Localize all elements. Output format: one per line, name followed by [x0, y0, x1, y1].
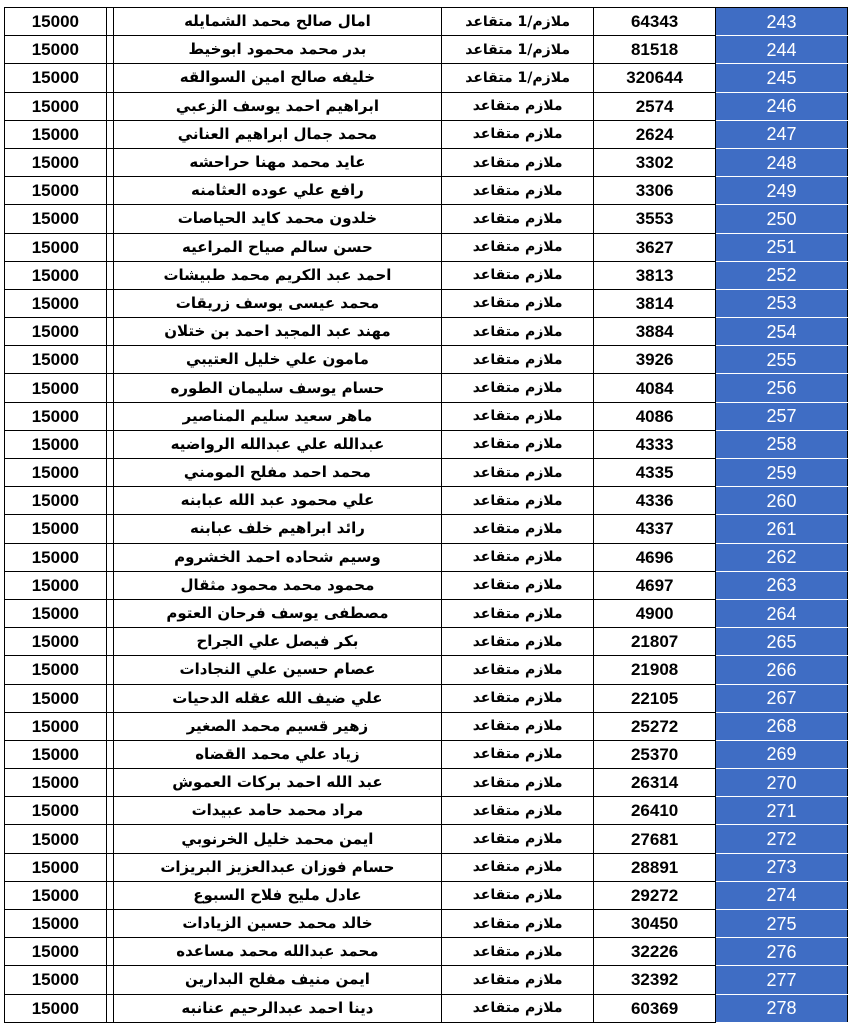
- amount-cell: 15000: [5, 656, 107, 684]
- table-row: [5, 205, 848, 233]
- name-cell: حسام فوزان عبدالعزيز البريزات: [113, 853, 441, 881]
- table-row: [5, 938, 848, 966]
- id-number-cell: 4900: [594, 599, 716, 627]
- name-cell: امال صالح محمد الشمايله: [113, 8, 441, 36]
- spacer-cell: [106, 769, 113, 797]
- spacer-cell: [106, 797, 113, 825]
- table-row: [5, 966, 848, 994]
- id-number-cell: 3306: [594, 177, 716, 205]
- sequence-number-cell: 252: [716, 261, 848, 289]
- spacer-cell: [106, 853, 113, 881]
- sequence-number-cell: 261: [716, 515, 848, 543]
- sequence-number-cell: 273: [716, 853, 848, 881]
- spacer-cell: [106, 487, 113, 515]
- name-cell: زهير قسيم محمد الصغير: [113, 712, 441, 740]
- sequence-number-cell: 245: [716, 64, 848, 92]
- sequence-number-cell: 254: [716, 318, 848, 346]
- table-row: [5, 64, 848, 92]
- rank-cell: ملازم متقاعد: [442, 628, 594, 656]
- id-number-cell: 21807: [594, 628, 716, 656]
- amount-cell: 15000: [5, 797, 107, 825]
- name-cell: خلدون محمد كايد الحياصات: [113, 205, 441, 233]
- amount-cell: 15000: [5, 177, 107, 205]
- name-cell: عايد محمد مهنا حراحشه: [113, 148, 441, 176]
- name-cell: مهند عبد المجيد احمد بن ختلان: [113, 318, 441, 346]
- amount-cell: 15000: [5, 938, 107, 966]
- name-cell: ماهر سعيد سليم المناصير: [113, 402, 441, 430]
- spacer-cell: [106, 374, 113, 402]
- table-row: [5, 374, 848, 402]
- id-number-cell: 60369: [594, 994, 716, 1022]
- name-cell: خالد محمد حسين الزيادات: [113, 910, 441, 938]
- amount-cell: 15000: [5, 994, 107, 1022]
- rank-cell: ملازم متقاعد: [442, 543, 594, 571]
- sequence-number-cell: 258: [716, 430, 848, 458]
- table-row: [5, 825, 848, 853]
- sequence-number-cell: 272: [716, 825, 848, 853]
- rank-cell: ملازم متقاعد: [442, 656, 594, 684]
- id-number-cell: 25370: [594, 740, 716, 768]
- spacer-cell: [106, 599, 113, 627]
- spacer-cell: [106, 543, 113, 571]
- amount-cell: 15000: [5, 571, 107, 599]
- table-row: [5, 515, 848, 543]
- amount-cell: 15000: [5, 346, 107, 374]
- id-number-cell: 4086: [594, 402, 716, 430]
- table-row: [5, 628, 848, 656]
- amount-cell: 15000: [5, 120, 107, 148]
- amount-cell: 15000: [5, 261, 107, 289]
- amount-cell: 15000: [5, 487, 107, 515]
- table-row: [5, 684, 848, 712]
- id-number-cell: 3814: [594, 289, 716, 317]
- rank-cell: ملازم متقاعد: [442, 177, 594, 205]
- id-number-cell: 26314: [594, 769, 716, 797]
- name-cell: علي ضيف الله عقله الدحيات: [113, 684, 441, 712]
- name-cell: عبد الله احمد بركات العموش: [113, 769, 441, 797]
- amount-cell: 15000: [5, 402, 107, 430]
- id-number-cell: 4333: [594, 430, 716, 458]
- sequence-number-cell: 260: [716, 487, 848, 515]
- spacer-cell: [106, 346, 113, 374]
- id-number-cell: 3926: [594, 346, 716, 374]
- table-row: [5, 740, 848, 768]
- spacer-cell: [106, 628, 113, 656]
- id-number-cell: 3627: [594, 233, 716, 261]
- rank-cell: ملازم متقاعد: [442, 515, 594, 543]
- spacer-cell: [106, 318, 113, 346]
- amount-cell: 15000: [5, 318, 107, 346]
- amount-cell: 15000: [5, 769, 107, 797]
- sequence-number-cell: 250: [716, 205, 848, 233]
- spacer-cell: [106, 571, 113, 599]
- id-number-cell: 81518: [594, 36, 716, 64]
- sequence-number-cell: 255: [716, 346, 848, 374]
- sequence-number-cell: 262: [716, 543, 848, 571]
- sequence-number-cell: 259: [716, 459, 848, 487]
- amount-cell: 15000: [5, 599, 107, 627]
- id-number-cell: 4336: [594, 487, 716, 515]
- sequence-number-cell: 266: [716, 656, 848, 684]
- name-cell: دينا احمد عبدالرحيم عنانبه: [113, 994, 441, 1022]
- amount-cell: 15000: [5, 148, 107, 176]
- name-cell: علي محمود عبد الله عبابنه: [113, 487, 441, 515]
- rank-cell: ملازم متقاعد: [442, 148, 594, 176]
- amount-cell: 15000: [5, 459, 107, 487]
- name-cell: عصام حسين علي النجادات: [113, 656, 441, 684]
- table-row: [5, 910, 848, 938]
- amount-cell: 15000: [5, 628, 107, 656]
- rank-cell: ملازم متقاعد: [442, 966, 594, 994]
- amount-cell: 15000: [5, 881, 107, 909]
- table-row: [5, 120, 848, 148]
- amount-cell: 15000: [5, 289, 107, 317]
- sequence-number-cell: 244: [716, 36, 848, 64]
- table-row: [5, 261, 848, 289]
- id-number-cell: 21908: [594, 656, 716, 684]
- amount-cell: 15000: [5, 430, 107, 458]
- id-number-cell: 26410: [594, 797, 716, 825]
- spacer-cell: [106, 402, 113, 430]
- rank-cell: ملازم/1 متقاعد: [442, 36, 594, 64]
- rank-cell: ملازم متقاعد: [442, 289, 594, 317]
- rank-cell: ملازم متقاعد: [442, 261, 594, 289]
- name-cell: احمد عبد الكريم محمد طبيشات: [113, 261, 441, 289]
- sequence-number-cell: 270: [716, 769, 848, 797]
- sequence-number-cell: 269: [716, 740, 848, 768]
- name-cell: مصطفى يوسف فرحان العتوم: [113, 599, 441, 627]
- table-row: [5, 543, 848, 571]
- id-number-cell: 3813: [594, 261, 716, 289]
- rank-cell: ملازم متقاعد: [442, 769, 594, 797]
- sequence-number-cell: 256: [716, 374, 848, 402]
- rank-cell: ملازم متقاعد: [442, 994, 594, 1022]
- spacer-cell: [106, 656, 113, 684]
- spacer-cell: [106, 740, 113, 768]
- rank-cell: ملازم متقاعد: [442, 740, 594, 768]
- name-cell: عادل مليح فلاح السبوع: [113, 881, 441, 909]
- spacer-cell: [106, 430, 113, 458]
- amount-cell: 15000: [5, 910, 107, 938]
- rank-cell: ملازم متقاعد: [442, 120, 594, 148]
- rank-cell: ملازم متقاعد: [442, 459, 594, 487]
- name-cell: زياد علي محمد القضاه: [113, 740, 441, 768]
- rank-cell: ملازم متقاعد: [442, 797, 594, 825]
- spacer-cell: [106, 910, 113, 938]
- name-cell: ايمن محمد خليل الخرنوبي: [113, 825, 441, 853]
- spacer-cell: [106, 515, 113, 543]
- id-number-cell: 25272: [594, 712, 716, 740]
- id-number-cell: 4084: [594, 374, 716, 402]
- id-number-cell: 3553: [594, 205, 716, 233]
- table-row: [5, 346, 848, 374]
- amount-cell: 15000: [5, 515, 107, 543]
- name-cell: بدر محمد محمود ابوخيط: [113, 36, 441, 64]
- amount-cell: 15000: [5, 64, 107, 92]
- sequence-number-cell: 257: [716, 402, 848, 430]
- spacer-cell: [106, 8, 113, 36]
- rank-cell: ملازم/1 متقاعد: [442, 64, 594, 92]
- sequence-number-cell: 248: [716, 148, 848, 176]
- sequence-number-cell: 268: [716, 712, 848, 740]
- amount-cell: 15000: [5, 825, 107, 853]
- rank-cell: ملازم متقاعد: [442, 881, 594, 909]
- spacer-cell: [106, 177, 113, 205]
- spacer-cell: [106, 825, 113, 853]
- table-row: [5, 459, 848, 487]
- amount-cell: 15000: [5, 92, 107, 120]
- id-number-cell: 4337: [594, 515, 716, 543]
- name-cell: بكر فيصل علي الجراح: [113, 628, 441, 656]
- rank-cell: ملازم متقاعد: [442, 853, 594, 881]
- id-number-cell: 28891: [594, 853, 716, 881]
- table-row: [5, 853, 848, 881]
- spacer-cell: [106, 881, 113, 909]
- spacer-cell: [106, 938, 113, 966]
- name-cell: عبدالله علي عبدالله الرواضيه: [113, 430, 441, 458]
- table-row: [5, 8, 848, 36]
- table-row: [5, 881, 848, 909]
- amount-cell: 15000: [5, 684, 107, 712]
- spacer-cell: [106, 459, 113, 487]
- rank-cell: ملازم متقاعد: [442, 712, 594, 740]
- name-cell: حسن سالم صياح المراعيه: [113, 233, 441, 261]
- amount-cell: 15000: [5, 853, 107, 881]
- id-number-cell: 2624: [594, 120, 716, 148]
- table-row: [5, 487, 848, 515]
- spacer-cell: [106, 205, 113, 233]
- amount-cell: 15000: [5, 740, 107, 768]
- sequence-number-cell: 246: [716, 92, 848, 120]
- amount-cell: 15000: [5, 8, 107, 36]
- spacer-cell: [106, 289, 113, 317]
- spacer-cell: [106, 261, 113, 289]
- rank-cell: ملازم متقاعد: [442, 938, 594, 966]
- sequence-number-cell: 243: [716, 8, 848, 36]
- spacer-cell: [106, 64, 113, 92]
- spacer-cell: [106, 966, 113, 994]
- rank-cell: ملازم متقاعد: [442, 571, 594, 599]
- sequence-number-cell: 265: [716, 628, 848, 656]
- id-number-cell: 2574: [594, 92, 716, 120]
- sequence-number-cell: 276: [716, 938, 848, 966]
- spacer-cell: [106, 148, 113, 176]
- table-row: [5, 318, 848, 346]
- id-number-cell: 32226: [594, 938, 716, 966]
- id-number-cell: 32392: [594, 966, 716, 994]
- rank-cell: ملازم متقاعد: [442, 684, 594, 712]
- table-row: [5, 36, 848, 64]
- amount-cell: 15000: [5, 966, 107, 994]
- name-cell: محمد احمد مفلح المومني: [113, 459, 441, 487]
- name-cell: مامون علي خليل العتيبي: [113, 346, 441, 374]
- id-number-cell: 27681: [594, 825, 716, 853]
- name-cell: محمود محمد محمود مثقال: [113, 571, 441, 599]
- rank-cell: ملازم متقاعد: [442, 205, 594, 233]
- rank-cell: ملازم متقاعد: [442, 487, 594, 515]
- name-cell: خليفه صالح امين السوالقه: [113, 64, 441, 92]
- amount-cell: 15000: [5, 205, 107, 233]
- sequence-number-cell: 274: [716, 881, 848, 909]
- beneficiaries-table: [4, 7, 848, 1023]
- name-cell: وسيم شحاده احمد الخشروم: [113, 543, 441, 571]
- id-number-cell: 64343: [594, 8, 716, 36]
- name-cell: محمد جمال ابراهيم العناني: [113, 120, 441, 148]
- id-number-cell: 29272: [594, 881, 716, 909]
- amount-cell: 15000: [5, 543, 107, 571]
- sequence-number-cell: 251: [716, 233, 848, 261]
- rank-cell: ملازم متقاعد: [442, 92, 594, 120]
- id-number-cell: 3302: [594, 148, 716, 176]
- name-cell: مراد محمد حامد عبيدات: [113, 797, 441, 825]
- rank-cell: ملازم متقاعد: [442, 910, 594, 938]
- id-number-cell: 4697: [594, 571, 716, 599]
- rank-cell: ملازم متقاعد: [442, 233, 594, 261]
- spacer-cell: [106, 36, 113, 64]
- name-cell: ايمن منيف مفلح البدارين: [113, 966, 441, 994]
- name-cell: ابراهيم احمد يوسف الزعبي: [113, 92, 441, 120]
- table-row: [5, 797, 848, 825]
- table-row: [5, 402, 848, 430]
- table-row: [5, 712, 848, 740]
- table-row: [5, 233, 848, 261]
- rank-cell: ملازم متقاعد: [442, 402, 594, 430]
- id-number-cell: 4335: [594, 459, 716, 487]
- rank-cell: ملازم متقاعد: [442, 318, 594, 346]
- name-cell: محمد عبدالله محمد مساعده: [113, 938, 441, 966]
- rank-cell: ملازم متقاعد: [442, 346, 594, 374]
- sequence-number-cell: 277: [716, 966, 848, 994]
- sequence-number-cell: 249: [716, 177, 848, 205]
- sequence-number-cell: 275: [716, 910, 848, 938]
- amount-cell: 15000: [5, 233, 107, 261]
- table-row: [5, 599, 848, 627]
- rank-cell: ملازم/1 متقاعد: [442, 8, 594, 36]
- name-cell: رائد ابراهيم خلف عبابنه: [113, 515, 441, 543]
- id-number-cell: 30450: [594, 910, 716, 938]
- sequence-number-cell: 264: [716, 599, 848, 627]
- table-row: [5, 769, 848, 797]
- sequence-number-cell: 271: [716, 797, 848, 825]
- sequence-number-cell: 278: [716, 994, 848, 1022]
- table-row: [5, 571, 848, 599]
- name-cell: رافع علي عوده العثامنه: [113, 177, 441, 205]
- table-row: [5, 92, 848, 120]
- spacer-cell: [106, 92, 113, 120]
- amount-cell: 15000: [5, 36, 107, 64]
- spacer-cell: [106, 233, 113, 261]
- id-number-cell: 3884: [594, 318, 716, 346]
- name-cell: محمد عيسى يوسف زريقات: [113, 289, 441, 317]
- rank-cell: ملازم متقاعد: [442, 825, 594, 853]
- rank-cell: ملازم متقاعد: [442, 374, 594, 402]
- sequence-number-cell: 253: [716, 289, 848, 317]
- name-cell: حسام يوسف سليمان الطوره: [113, 374, 441, 402]
- table-body: [5, 8, 848, 1023]
- spacer-cell: [106, 994, 113, 1022]
- id-number-cell: 22105: [594, 684, 716, 712]
- sequence-number-cell: 263: [716, 571, 848, 599]
- table-row: [5, 430, 848, 458]
- amount-cell: 15000: [5, 712, 107, 740]
- spacer-cell: [106, 120, 113, 148]
- id-number-cell: 320644: [594, 64, 716, 92]
- spacer-cell: [106, 684, 113, 712]
- spacer-cell: [106, 712, 113, 740]
- id-number-cell: 4696: [594, 543, 716, 571]
- rank-cell: ملازم متقاعد: [442, 430, 594, 458]
- sequence-number-cell: 247: [716, 120, 848, 148]
- rank-cell: ملازم متقاعد: [442, 599, 594, 627]
- table-row: [5, 148, 848, 176]
- sequence-number-cell: 267: [716, 684, 848, 712]
- table-row: [5, 289, 848, 317]
- table-row: [5, 994, 848, 1022]
- amount-cell: 15000: [5, 374, 107, 402]
- table-row: [5, 656, 848, 684]
- table-row: [5, 177, 848, 205]
